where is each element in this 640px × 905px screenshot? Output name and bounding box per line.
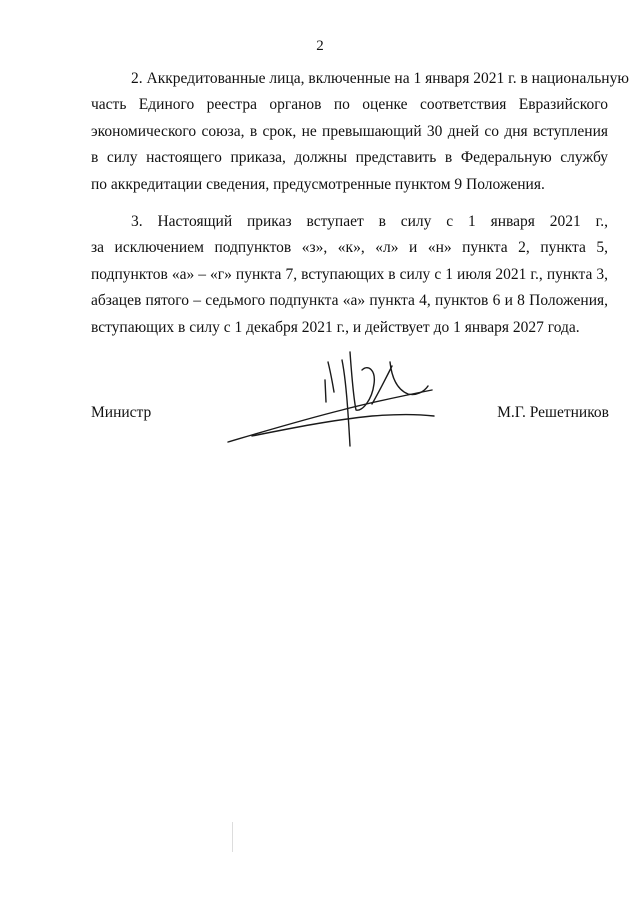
paragraph-line: подпунктов «а» – «г» пункта 7, вступающих в силу с 1 июля 2021 г., пункта 3,	[91, 265, 608, 283]
paragraph-line: абзацев пятого – седьмого подпункта «а» пункта 4, пунктов 6 и 8 Положения,	[91, 292, 608, 310]
paragraph-2	[91, 66, 629, 198]
paragraph-line: часть Единого реестра органов по оценке соответствия Евразийского	[91, 96, 608, 114]
scan-artifact-line	[232, 822, 233, 852]
handwritten-signature	[222, 340, 442, 452]
paragraph-line: 3. Настоящий приказ вступает в силу с 1 января 2021 г.,	[131, 213, 608, 231]
paragraph-line: за исключением подпунктов «з», «к», «л» и «н» пункта 2, пункта 5,	[91, 239, 608, 257]
paragraph-3	[91, 209, 608, 341]
page-number: 2	[316, 38, 324, 54]
document-body	[91, 66, 629, 352]
paragraph-line: 2. Аккредитованные лица, включенные на 1 января 2021 г. в национальную	[131, 70, 629, 87]
paragraph-line: по аккредитации сведения, предусмотренные пунктом 9 Положения.	[91, 175, 545, 193]
paragraph-line: вступающих в силу с 1 декабря 2021 г., и действует до 1 января 2027 года.	[91, 318, 580, 336]
signature-block	[0, 340, 640, 460]
paragraph-line: в силу настоящего приказа, должны представить в Федеральную службу	[91, 149, 608, 167]
signer-title: Министр	[91, 404, 152, 421]
paragraph-line: экономического союза, в срок, не превышающий 30 дней со дня вступления	[91, 122, 608, 140]
signer-name: М.Г. Решетников	[497, 404, 609, 421]
